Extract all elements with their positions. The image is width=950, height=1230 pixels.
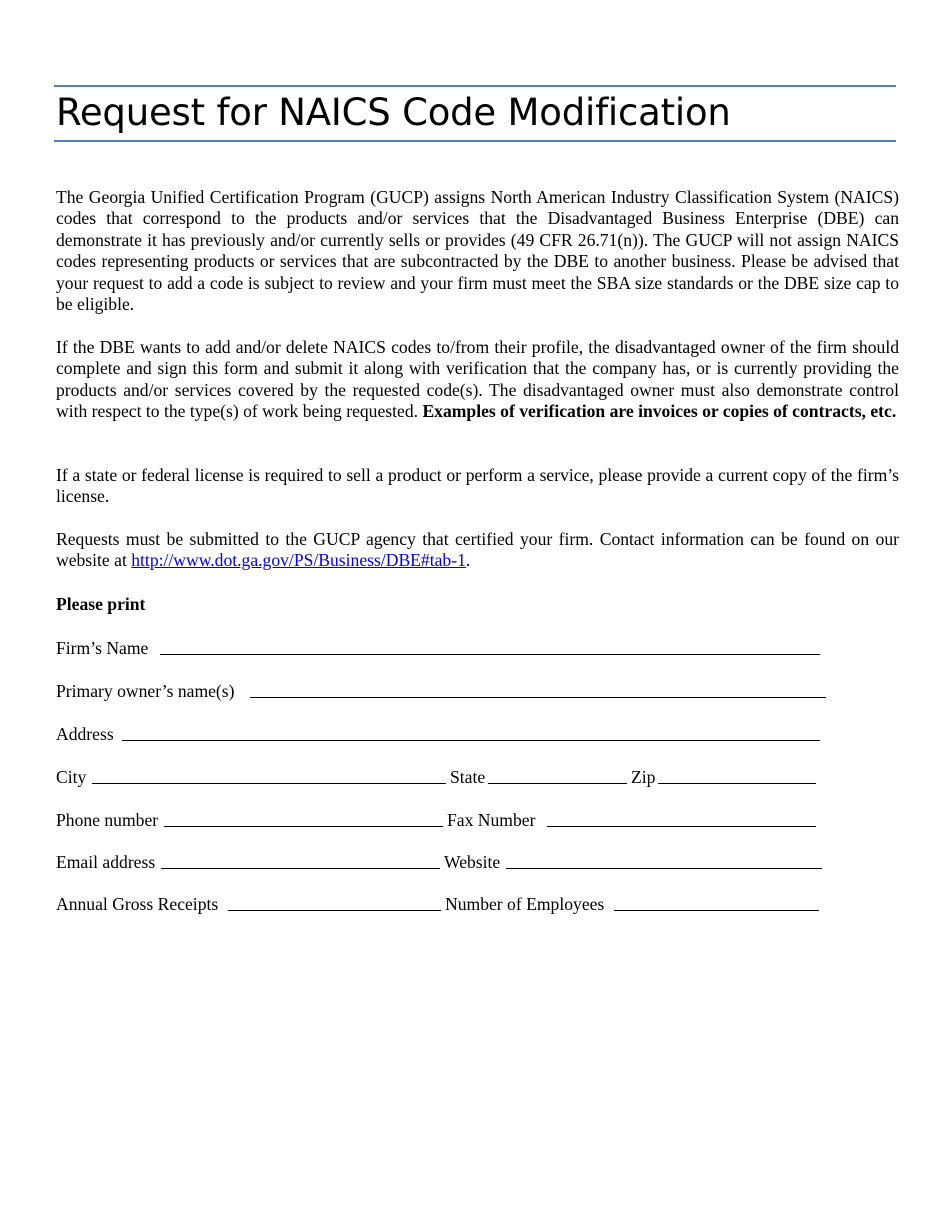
employees-label: Number of Employees	[445, 894, 605, 914]
website-label: Website	[444, 852, 501, 872]
submission-paragraph-text: Requests must be submitted to the GUCP agency that certified your firm. Contact information can be found on our website at	[56, 529, 899, 571]
fax-label: Fax Number	[447, 810, 536, 830]
city-label: City	[56, 767, 87, 787]
website-field[interactable]	[506, 851, 822, 869]
zip-label: Zip	[631, 767, 656, 787]
page-title: Request for NAICS Code Modification	[56, 91, 731, 134]
address-field[interactable]	[122, 723, 820, 741]
zip-field[interactable]	[658, 766, 816, 784]
title-top-rule	[54, 85, 896, 87]
please-print-heading: Please print	[56, 594, 146, 614]
phone-label: Phone number	[56, 810, 159, 830]
state-label: State	[450, 767, 486, 787]
phone-field[interactable]	[164, 809, 443, 827]
owner-names-label: Primary owner’s name(s)	[56, 681, 235, 701]
email-field[interactable]	[161, 851, 440, 869]
state-field[interactable]	[488, 766, 627, 784]
verification-examples: Examples of verification are invoices or copies of contracts, etc.	[422, 401, 897, 422]
title-bottom-rule	[54, 140, 896, 142]
address-label: Address	[56, 724, 114, 744]
email-label: Email address	[56, 852, 156, 872]
modification-paragraph-text: If the DBE wants to add and/or delete NAICS codes to/from their profile, the disadvantaged owner of the firm should complete and sign this form and submit it along with verification that the company has, or is currently providing the products and/or services covered by the requested code(s). The disadvantaged owner must also demonstrate control with respect to the type(s) of work being requested.	[56, 337, 899, 422]
license-paragraph: If a state or federal license is required to sell a product or perform a service, please provide a current copy of the firm’s license.	[56, 465, 899, 507]
city-field[interactable]	[92, 766, 446, 784]
submission-paragraph-end: .	[465, 550, 471, 571]
modification-paragraph	[56, 337, 899, 423]
submission-paragraph	[56, 529, 899, 572]
gucp-website-link[interactable]: http://www.dot.ga.gov/PS/Business/DBE#tab-1	[131, 550, 466, 571]
intro-paragraph: The Georgia Unified Certification Program (GUCP) assigns North American Industry Classification System (NAICS) codes that correspond to the products and/or services that the Disadvantaged Business Enterprise (DBE) can demonstrate it has previously and/or currently sells or provides (49 CFR 26.71(n)). The GUCP will not assign NAICS codes representing products or services that are subcontracted by the DBE to another business. Please be advised that your request to add a code is subject to review and your firm must meet the SBA size standards or the DBE size cap to be eligible.	[56, 187, 899, 315]
gross-receipts-label: Annual Gross Receipts	[56, 894, 219, 914]
employees-field[interactable]	[614, 893, 819, 911]
firm-name-label: Firm’s Name	[56, 638, 149, 658]
fax-field[interactable]	[547, 809, 816, 827]
owner-names-field[interactable]	[250, 680, 826, 698]
gross-receipts-field[interactable]	[228, 893, 441, 911]
firm-name-field[interactable]	[160, 637, 820, 655]
